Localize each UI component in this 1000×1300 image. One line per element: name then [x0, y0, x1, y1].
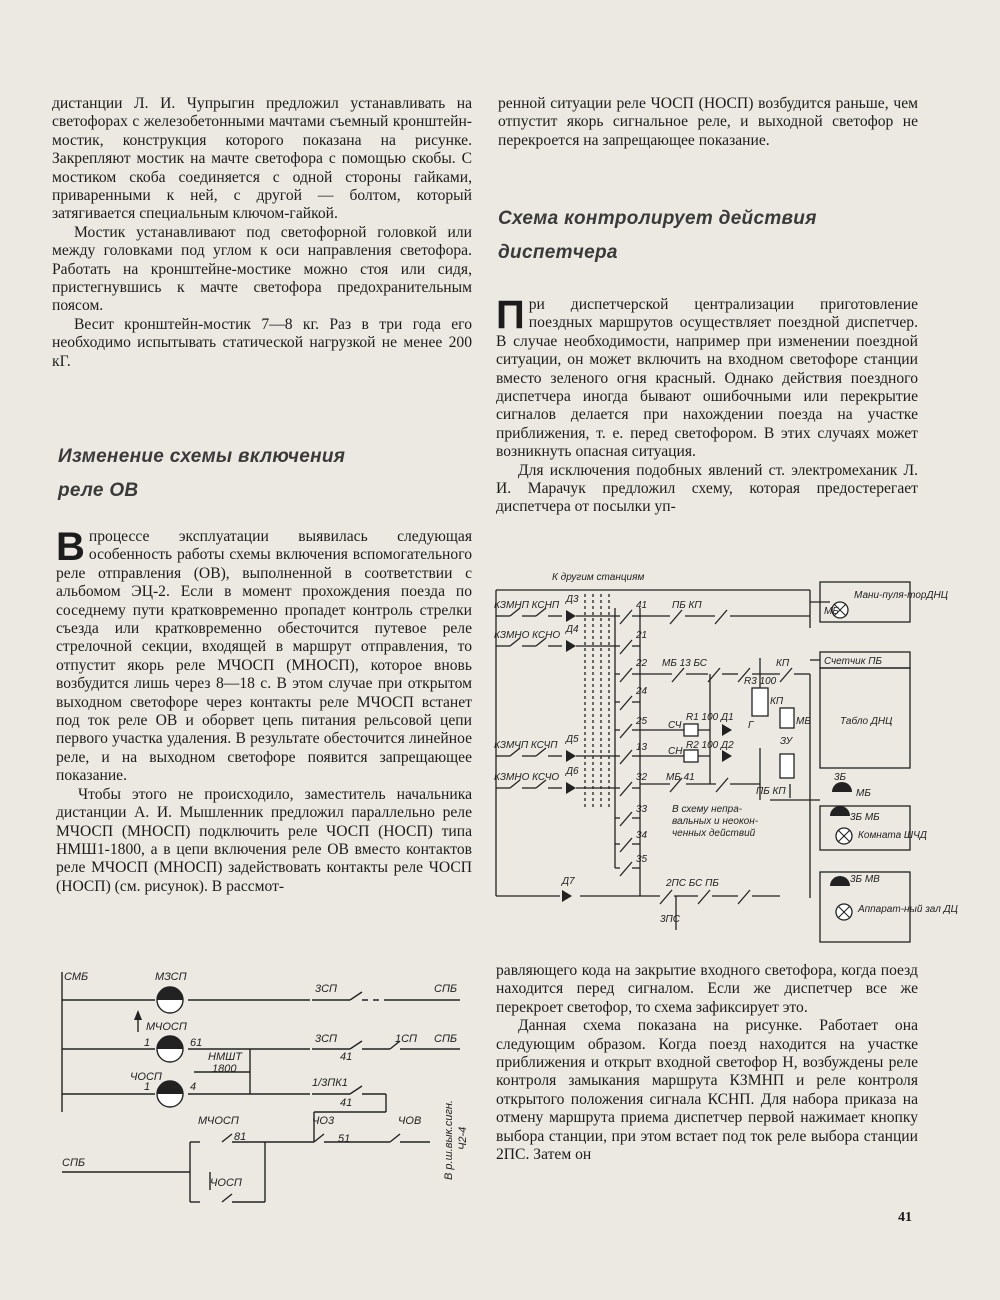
paragraph: Для исключения подобных явлений ст. электромеханик Л. И. Марачук предложил схему, которая предостерегает диспетчера от посылки уп-	[496, 461, 918, 516]
label-pb-kp-2: ПБ КП	[756, 786, 786, 797]
label-sn: СН	[668, 746, 683, 757]
label-mb-r: МБ	[856, 788, 871, 799]
label-mb-13-bs: МБ 13 БС	[662, 658, 708, 669]
label-m3sp: МЗСП	[155, 971, 187, 983]
left-column-intro	[52, 95, 472, 371]
label-zu: ЗУ	[780, 736, 793, 747]
label-sch: СЧ	[668, 720, 682, 731]
label-kzmnp: КЗМНП КСНП	[494, 600, 560, 611]
label-13: 13	[636, 742, 648, 753]
label-hall: Аппарат-ный зал ДЦ	[858, 904, 958, 915]
relay-ov-circuit-diagram	[50, 962, 480, 1220]
heading-line: Изменение схемы включения	[58, 446, 346, 467]
paragraph: ренной ситуации реле ЧОСП (НОСП) возбудится раньше, чем отпустит якорь сигнальное реле, и выходной светофор не перекроется на запрещающее показание.	[498, 95, 918, 149]
label-mchosp: МЧОСП	[146, 1021, 187, 1033]
heading-line: Схема контролирует действия	[498, 208, 817, 229]
label-tablo: Табло ДНЦ	[840, 716, 893, 727]
label-r3: R3 100	[744, 676, 777, 687]
paragraph: Данная схема показана на рисунке. Работает она следующим образом. Когда поезд находится на участке приближения и открыт входной светофор Н, возбуждены реле контроля замыкания маршрута КЗМНП и реле контроля открытого положения сигнала КСНП. Для набора приказа на отмену маршрута приема диспетчер первой нажимает кнопку выбора станции, при этом встает под ток реле выбора станции 2ПС. Затем он	[496, 1017, 918, 1164]
drop-cap: В	[56, 525, 85, 569]
label-chosp: ЧОСП	[130, 1071, 162, 1083]
label-vertical-frac: Ч2-4	[457, 1126, 469, 1150]
label-kp: КП	[776, 658, 790, 669]
label-51: 51	[338, 1133, 351, 1145]
label-3ps: 3ПС	[660, 914, 681, 925]
right-column-bottom	[496, 962, 918, 1164]
label-kp-mb: КП	[770, 696, 784, 707]
left-column-section	[56, 525, 472, 896]
right-column-section	[496, 293, 918, 517]
label-d7: Д7	[562, 876, 575, 887]
label-mb-top: МБ	[824, 606, 839, 617]
drop-cap: П	[496, 293, 525, 337]
label-35: 35	[636, 854, 648, 865]
label-1sp: 1СП	[395, 1033, 418, 1045]
heading-line: диспетчера	[498, 242, 618, 263]
label-2ps: 2ПС БС ПБ	[666, 878, 719, 889]
label-3b-mb: 3Б МБ	[850, 812, 880, 823]
paragraph: Мостик устанавливают под светофорной головкой или между головками под углом к оси направления светофора. Работать на кронштейне-мостике можно стоя или сидя, пристегнувшись к мачте светофора предохранительным поясом.	[52, 223, 472, 315]
label-pb-kp: ПБ КП	[672, 600, 702, 611]
page-number: 41	[898, 1210, 912, 1225]
label-3sp-mid: 3СП	[315, 1033, 338, 1045]
section-heading-ov	[58, 440, 458, 508]
label-3sp-top: 3СП	[315, 983, 338, 995]
label-3b-mv: 3Б МВ	[850, 874, 880, 885]
label-4: 4	[190, 1081, 197, 1093]
paragraph	[56, 525, 472, 786]
label-mchosp-b: МЧОСП	[198, 1115, 239, 1127]
section-heading-dispatcher	[498, 202, 918, 270]
label-41b: 41	[340, 1097, 353, 1109]
label-spb-bot: СПБ	[62, 1157, 86, 1169]
label-chosp-b: ЧОСП	[210, 1177, 242, 1189]
label-r1: R1 100 Д1	[686, 712, 734, 723]
label-33: 33	[636, 804, 648, 815]
label-other-stations: К другим станциям	[552, 572, 645, 583]
label-21: 21	[636, 630, 648, 641]
paragraph-text: процессе эксплуатации выявилась следующая особенность работы схемы включения вспомогательного реле отправления (ОВ), выполненной в соответствии с альбомом ЭЦ-2. Если в момент прохождения поезда по соседнему пути кратковременно пропадет контроль стрелки съезда или кратковременно обесточится путевое реле стрелочной секции, входящей в маршрут отправления, то отпустит якорь реле МЧОСП (МНОСП), которое вновь возбудится лишь через 8—18 с. В этом случае при открытом выходном светофоре через контакты реле МЧОСП встанет под ток реле ОВ и оборвет цепь питания рельсовой цепи первого участка удаления. В результате обесточится линейное реле, и на выходном светофоре появится запрещающее показание.	[56, 528, 472, 785]
right-column-top	[498, 95, 918, 150]
label-r2: R2 100 Д2	[686, 740, 734, 751]
label-61: 61	[190, 1037, 203, 1049]
paragraph: Чтобы этого не происходило, заместитель начальника дистанции А. И. Мышленник предложил параллельно реле МЧОСП (МНОСП) подключить реле ЧОСП (НОСП) типа НМШ1-1800, а в цепи включения реле ОВ вместо контактов реле МЧОСП (МНОСП) задействовать контакты реле ЧОСП (НОСП) (см. рисунок). В рассмот-	[56, 785, 472, 895]
label-counter: Счетчик ПБ	[824, 656, 882, 667]
label-cho3: ЧО3	[312, 1115, 335, 1127]
paragraph: равляющего кода на закрытие входного светофора, когда поезд находится перед сигналом. Если же диспетчер все же перекроет светофор, то схема зафиксирует это.	[496, 962, 918, 1016]
label-3b: 3Б	[834, 772, 847, 783]
label-kzmno: КЗМНО КСНО	[494, 630, 561, 641]
paragraph: Весит кронштейн-мостик 7—8 кг. Раз в три года его необходимо испытывать статической нагрузкой не менее 200 кГ.	[52, 315, 472, 370]
label-g: Г	[748, 720, 754, 731]
label-kzmchp: КЗМЧП КСЧП	[494, 740, 558, 751]
label-1: 1	[144, 1037, 151, 1049]
label-1800: 1800	[212, 1063, 237, 1075]
label-1b: 1	[144, 1081, 151, 1093]
label-kzmno-2: КЗМНО КСЧО	[494, 772, 560, 783]
label-1-3pk1: 1/3ПК1	[312, 1077, 348, 1089]
label-nmsh: НМШТ	[208, 1051, 242, 1063]
label-81: 81	[234, 1131, 247, 1143]
label-34: 34	[636, 830, 648, 841]
heading-line: реле ОВ	[58, 480, 139, 501]
paragraph: дистанции Л. И. Чупрыгин предложил устанавливать на светофорах с железобетонными мачтами съемный кронштейн-мостик, конструкция которого показана на рисунке. Закрепляют мостик на мачте светофора с помощью скобы. С мостиком скоба соединяется с одной стороны гайками, приваренными к ней, с другой — болтом, который затягивается специальным ключом-гайкой.	[52, 95, 472, 223]
label-24: 24	[636, 686, 648, 697]
label-smb: СМБ	[64, 971, 89, 983]
paragraph-text: ри диспетчерской централизации приготовление поездных маршрутов осуществляет поездной диспетчер. В случае необходимости, например при изменении поездной ситуации, он может включить на входном светофоре станции вместо зеленого огня красный. Однако действия поездного диспетчера иногда бывают ошибочными или перекрытие сигналов делается при нахождении поезда на участке приближения, т. е. перед светофором. В этих случаях может возникнуть опасная ситуация.	[496, 296, 918, 461]
label-d5: Д5	[566, 734, 579, 745]
label-manipulator: Мани-пуля-торДНЦ	[854, 590, 948, 601]
label-25: 25	[636, 716, 648, 727]
label-chov: ЧОВ	[398, 1115, 422, 1127]
label-room: Комната ШЧД	[858, 830, 927, 841]
paragraph	[496, 293, 918, 462]
label-41a: 41	[340, 1051, 353, 1063]
label-41: 41	[636, 600, 648, 611]
label-spb-top: СПБ	[434, 983, 458, 995]
label-d4: Д4	[566, 624, 579, 635]
label-32: 32	[636, 772, 648, 783]
label-note: В схему непра-вальных и неокон-ченных действий	[672, 804, 759, 839]
dispatcher-control-circuit-diagram	[490, 568, 958, 953]
label-d3: Д3	[566, 594, 579, 605]
label-spb-mid: СПБ	[434, 1033, 458, 1045]
label-vertical-note: В р.ш.вык.сигн.	[443, 1100, 455, 1180]
label-mb-41: МБ 41	[666, 772, 695, 783]
label-d6: Д6	[566, 766, 579, 777]
label-22: 22	[636, 658, 648, 669]
label-mb: МБ	[796, 716, 811, 727]
